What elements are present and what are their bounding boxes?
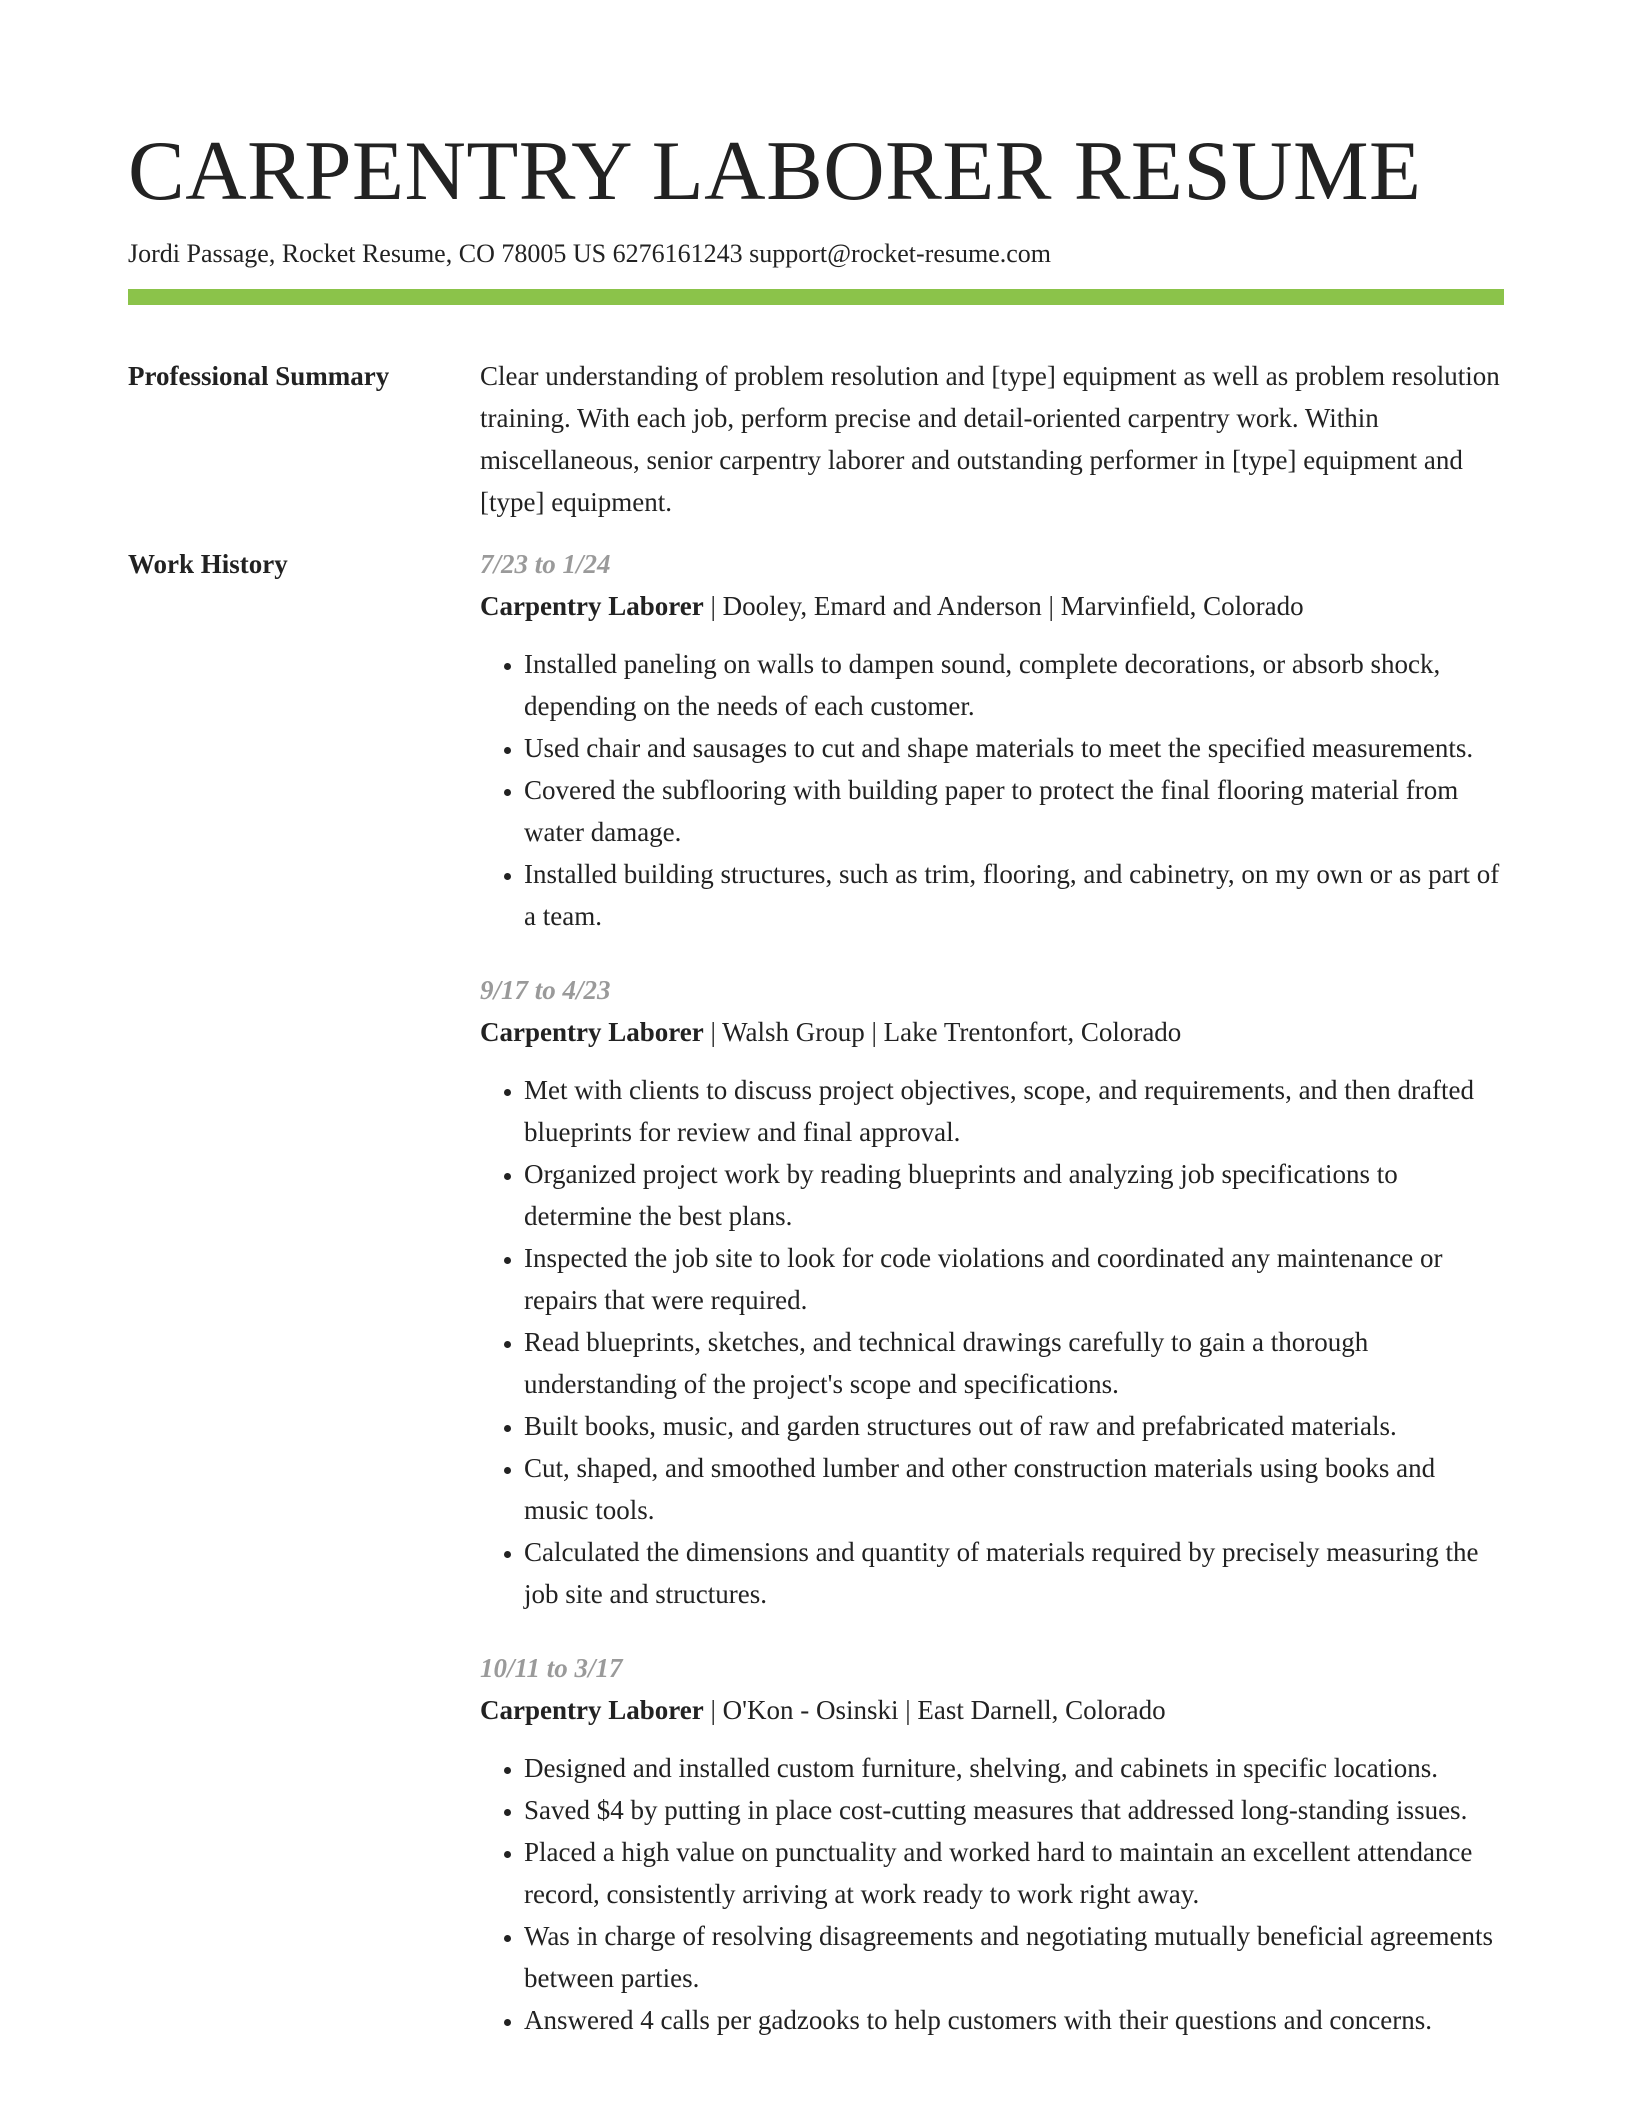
job-dates: 7/23 to 1/24 <box>480 549 611 579</box>
job-duty-item: • Covered the subflooring with building paper to protect the final flooring material from water damage. <box>524 769 1504 853</box>
job-duty-item: • Used chair and sausages to cut and shape materials to meet the specified measurements. <box>524 727 1504 769</box>
job-duty-item: • Installed paneling on walls to dampen sound, complete decorations, or absorb shock, depending on the needs of each customer. <box>524 643 1504 727</box>
job-entry <box>480 969 1504 1615</box>
section-label-summary: Professional Summary <box>128 361 390 391</box>
job-duties-list <box>480 643 1504 937</box>
job-duty-item: • Inspected the job site to look for code violations and coordinated any maintenance or repairs that were required. <box>524 1237 1504 1321</box>
job-duty-item: • Designed and installed custom furniture, shelving, and cabinets in specific locations. <box>524 1747 1504 1789</box>
accent-divider <box>128 289 1504 305</box>
resume-page <box>128 0 1504 2041</box>
section-label-work-history: Work History <box>128 549 288 579</box>
resume-title: CARPENTRY LABORER RESUME <box>128 124 1422 218</box>
job-dates: 9/17 to 4/23 <box>480 975 611 1005</box>
job-duty-item: • Organized project work by reading blueprints and analyzing job specifications to determine the best plans. <box>524 1153 1504 1237</box>
professional-summary-section <box>128 355 1504 523</box>
job-duty-item: • Cut, shaped, and smoothed lumber and other construction materials using books and music tools. <box>524 1447 1504 1531</box>
contact-phone: 6276161243 <box>612 239 743 268</box>
job-heading <box>480 1689 1504 1731</box>
job-duty-item: • Was in charge of resolving disagreements and negotiating mutually beneficial agreements between parties. <box>524 1915 1504 1999</box>
work-history-section <box>128 543 1504 2041</box>
job-duties-list <box>480 1069 1504 1615</box>
job-dates: 10/11 to 3/17 <box>480 1653 623 1683</box>
contact-address: Jordi Passage, Rocket Resume, CO 78005 US <box>128 239 607 268</box>
job-list-container <box>480 543 1504 2041</box>
job-duty-item: • Installed building structures, such as trim, flooring, and cabinetry, on my own or as part of a team. <box>524 853 1504 937</box>
job-title: Carpentry Laborer <box>480 591 704 621</box>
contact-info <box>128 236 1504 272</box>
job-duty-item: • Calculated the dimensions and quantity of materials required by precisely measuring the job site and structures. <box>524 1531 1504 1615</box>
job-duty-item: • Saved $4 by putting in place cost-cutting measures that addressed long-standing issues. <box>524 1789 1504 1831</box>
job-duty-item: • Met with clients to discuss project objectives, scope, and requirements, and then drafted blueprints for review and final approval. <box>524 1069 1504 1153</box>
job-entry <box>480 1647 1504 2041</box>
job-heading <box>480 1011 1504 1053</box>
job-title: Carpentry Laborer <box>480 1017 704 1047</box>
job-employer-location: | O'Kon - Osinski | East Darnell, Colorado <box>703 1695 1166 1725</box>
contact-email: support@rocket-resume.com <box>749 239 1052 268</box>
job-employer-location: | Walsh Group | Lake Trentonfort, Colorado <box>703 1017 1182 1047</box>
job-heading <box>480 585 1504 627</box>
job-duty-item: • Answered 4 calls per gadzooks to help customers with their questions and concerns. <box>524 1999 1504 2041</box>
job-employer-location: | Dooley, Emard and Anderson | Marvinfield, Colorado <box>703 591 1304 621</box>
job-duties-list <box>480 1747 1504 2041</box>
job-duty-item: • Built books, music, and garden structures out of raw and prefabricated materials. <box>524 1405 1504 1447</box>
summary-text: Clear understanding of problem resolution and [type] equipment as well as problem resolution training. With each job, perform precise and detail-oriented carpentry work. Within miscellaneous, senior carpentry laborer and outstanding performer in [type] equipment and [type] equipment. <box>480 361 1500 517</box>
job-duty-item: • Placed a high value on punctuality and worked hard to maintain an excellent attendance record, consistently arriving at work ready to work right away. <box>524 1831 1504 1915</box>
job-entry <box>480 543 1504 937</box>
job-duty-item: • Read blueprints, sketches, and technical drawings carefully to gain a thorough understanding of the project's scope and specifications. <box>524 1321 1504 1405</box>
job-title: Carpentry Laborer <box>480 1695 704 1725</box>
